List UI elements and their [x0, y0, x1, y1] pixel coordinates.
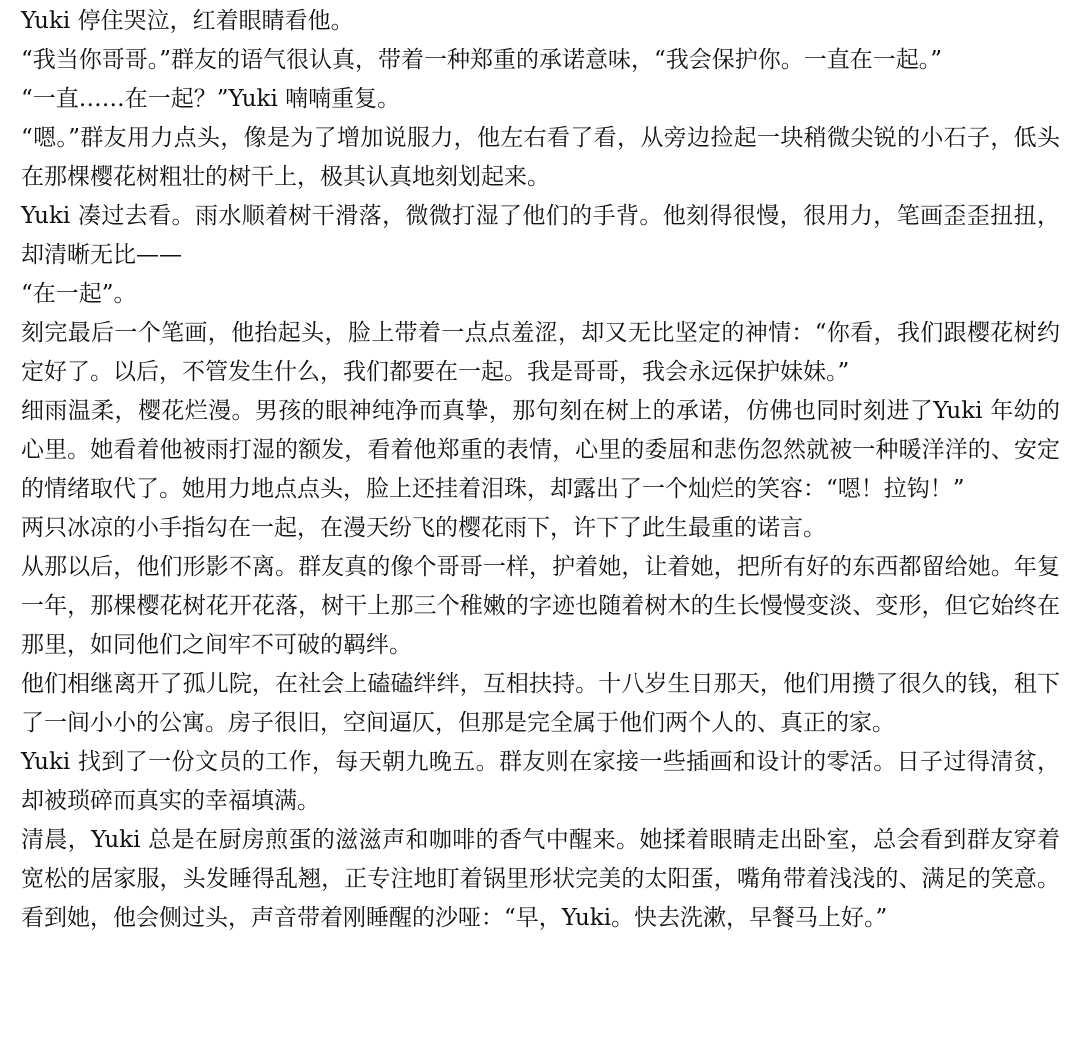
paragraph: “一直……在一起？”Yuki 喃喃重复。	[21, 86, 401, 112]
paragraph: 清晨，Yuki 总是在厨房煎蛋的滋滋声和咖啡的香气中醒来。她揉着眼睛走出卧室，总会看到群友穿着宽松的居家服，头发睡得乱翘，正专注地盯着锅里形状完美的太阳蛋，嘴角带着浅浅的、满足的笑意。看到她，他会侧过头，声音带着刚睡醒的沙哑：“早，Yuki。快去洗漱，早餐马上好。”	[21, 827, 1060, 931]
paragraph: “我当你哥哥。”群友的语气很认真，带着一种郑重的承诺意味，“我会保护你。一直在一起。”	[21, 47, 943, 73]
paragraph: 刻完最后一个笔画，他抬起头，脸上带着一点点羞涩，却又无比坚定的神情：“你看，我们跟樱花树约定好了。以后，不管发生什么，我们都要在一起。我是哥哥，我会永远保护妹妹。”	[21, 320, 1060, 385]
paragraph: 两只冰凉的小手指勾在一起，在漫天纷飞的樱花雨下，许下了此生最重的诺言。	[21, 515, 826, 541]
paragraph: “嗯。”群友用力点头，像是为了增加说服力，他左右看了看，从旁边捡起一块稍微尖锐的小石子，低头在那棵樱花树粗壮的树干上，极其认真地刻划起来。	[21, 125, 1060, 190]
paragraph: 从那以后，他们形影不离。群友真的像个哥哥一样，护着她，让着她，把所有好的东西都留给她。年复一年，那棵樱花树花开花落，树干上那三个稚嫩的字迹也随着树木的生长慢慢变淡、变形，但它始终在那里，如同他们之间牢不可破的羁绊。	[21, 554, 1060, 658]
paragraph: 细雨温柔，樱花烂漫。男孩的眼神纯净而真挚，那句刻在树上的承诺，仿佛也同时刻进了Yuki 年幼的心里。她看着他被雨打湿的额发，看着他郑重的表情，心里的委屈和悲伤忽然就被一种暖洋洋的、安定的情绪取代了。她用力地点点头，脸上还挂着泪珠，却露出了一个灿烂的笑容：“嗯！拉钩！”	[21, 398, 1060, 502]
paragraph: Yuki 凑过去看。雨水顺着树干滑落，微微打湿了他们的手背。他刻得很慢，很用力，笔画歪歪扭扭，却清晰无比——	[21, 203, 1060, 268]
paragraph: Yuki 停住哭泣，红着眼睛看他。	[21, 8, 354, 34]
paragraph: 他们相继离开了孤儿院，在社会上磕磕绊绊，互相扶持。十八岁生日那天，他们用攒了很久的钱，租下了一间小小的公寓。房子很旧，空间逼仄，但那是完全属于他们两个人的、真正的家。	[21, 671, 1060, 736]
paragraph: “在一起”。	[21, 281, 137, 307]
paragraph: Yuki 找到了一份文员的工作，每天朝九晚五。群友则在家接一些插画和设计的零活。日子过得清贫，却被琐碎而真实的幸福填满。	[21, 749, 1060, 814]
